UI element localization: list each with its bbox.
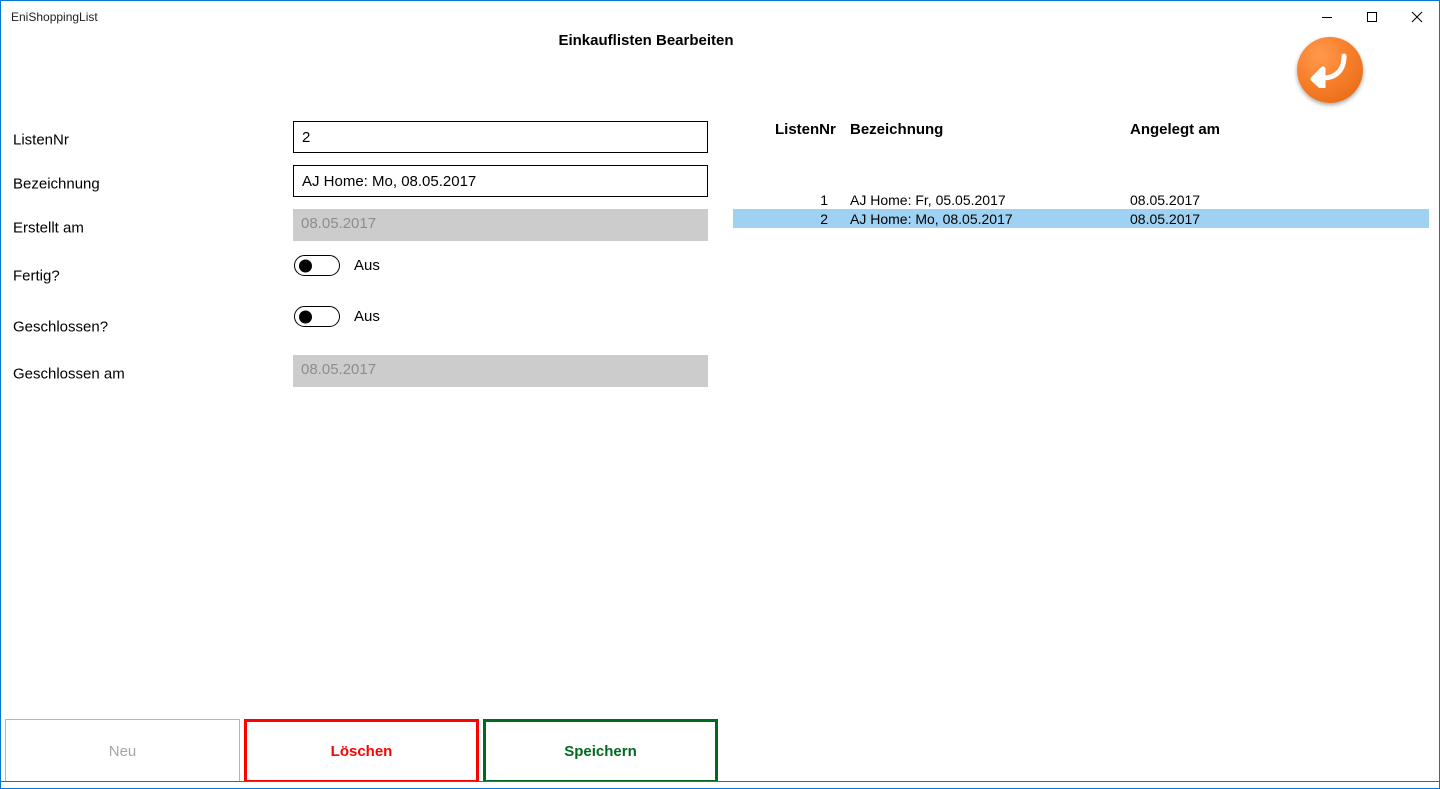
geschlossen-am-value: 08.05.2017 xyxy=(293,355,708,387)
label-fertig: Fertig? xyxy=(13,267,60,284)
maximize-button[interactable] xyxy=(1349,1,1394,33)
fertig-toggle[interactable] xyxy=(294,255,340,276)
form-row-erstellt-am xyxy=(13,209,713,247)
geschlossen-toggle-wrap[interactable] xyxy=(294,306,380,327)
grid-rows xyxy=(733,190,1429,228)
back-button[interactable] xyxy=(1297,37,1363,103)
label-erstellt-am: Erstellt am xyxy=(13,219,84,237)
cell-angelegt-am: 08.05.2017 xyxy=(1130,191,1201,208)
caption-buttons xyxy=(1304,1,1439,33)
cell-listennr: 1 xyxy=(820,191,828,208)
erstellt-am-value: 08.05.2017 xyxy=(293,209,708,241)
edit-form xyxy=(13,121,713,399)
minimize-icon xyxy=(1321,11,1333,23)
label-bezeichnung: Bezeichnung xyxy=(13,175,100,193)
form-row-bezeichnung xyxy=(13,165,713,203)
label-listennr: ListenNr xyxy=(13,131,69,149)
form-row-geschlossen-am xyxy=(13,355,713,393)
back-arrow-icon xyxy=(1310,52,1350,88)
geschlossen-toggle[interactable] xyxy=(294,306,340,327)
close-button[interactable] xyxy=(1394,1,1439,33)
bezeichnung-input[interactable] xyxy=(293,165,708,197)
label-geschlossen-am: Geschlossen am xyxy=(13,365,125,383)
table-row[interactable] xyxy=(733,190,1429,209)
cell-listennr: 2 xyxy=(820,210,828,227)
app-title: EniShoppingList xyxy=(11,10,98,24)
new-button[interactable]: Neu xyxy=(5,719,240,783)
fertig-toggle-state: Aus xyxy=(354,257,380,274)
geschlossen-toggle-state: Aus xyxy=(354,308,380,325)
minimize-button[interactable] xyxy=(1304,1,1349,33)
form-row-fertig xyxy=(13,253,713,298)
cell-angelegt-am: 08.05.2017 xyxy=(1130,210,1201,227)
cell-bezeichnung: AJ Home: Fr, 05.05.2017 xyxy=(850,191,1006,208)
column-header-angelegt-am: Angelegt am xyxy=(1130,121,1221,138)
delete-button[interactable]: Löschen xyxy=(244,719,479,783)
lists-grid xyxy=(733,121,1429,228)
form-row-listennr xyxy=(13,121,713,159)
listennr-input[interactable] xyxy=(293,121,708,153)
fertig-toggle-wrap[interactable] xyxy=(294,255,380,276)
column-header-listennr: ListenNr xyxy=(775,121,836,138)
title-bar xyxy=(1,1,1439,33)
table-row[interactable] xyxy=(733,209,1429,228)
column-header-bezeichnung: Bezeichnung xyxy=(850,121,944,138)
form-row-geschlossen xyxy=(13,304,713,349)
save-button[interactable]: Speichern xyxy=(483,719,718,783)
toggle-knob xyxy=(299,259,312,272)
label-geschlossen: Geschlossen? xyxy=(13,318,109,335)
close-icon xyxy=(1411,11,1423,23)
maximize-icon xyxy=(1366,11,1378,23)
button-bar xyxy=(5,719,722,783)
bottom-strip xyxy=(1,781,1439,788)
toggle-knob xyxy=(299,310,312,323)
page-title: Einkauflisten Bearbeiten xyxy=(558,32,734,49)
cell-bezeichnung: AJ Home: Mo, 08.05.2017 xyxy=(850,210,1013,227)
grid-header xyxy=(733,121,1429,144)
